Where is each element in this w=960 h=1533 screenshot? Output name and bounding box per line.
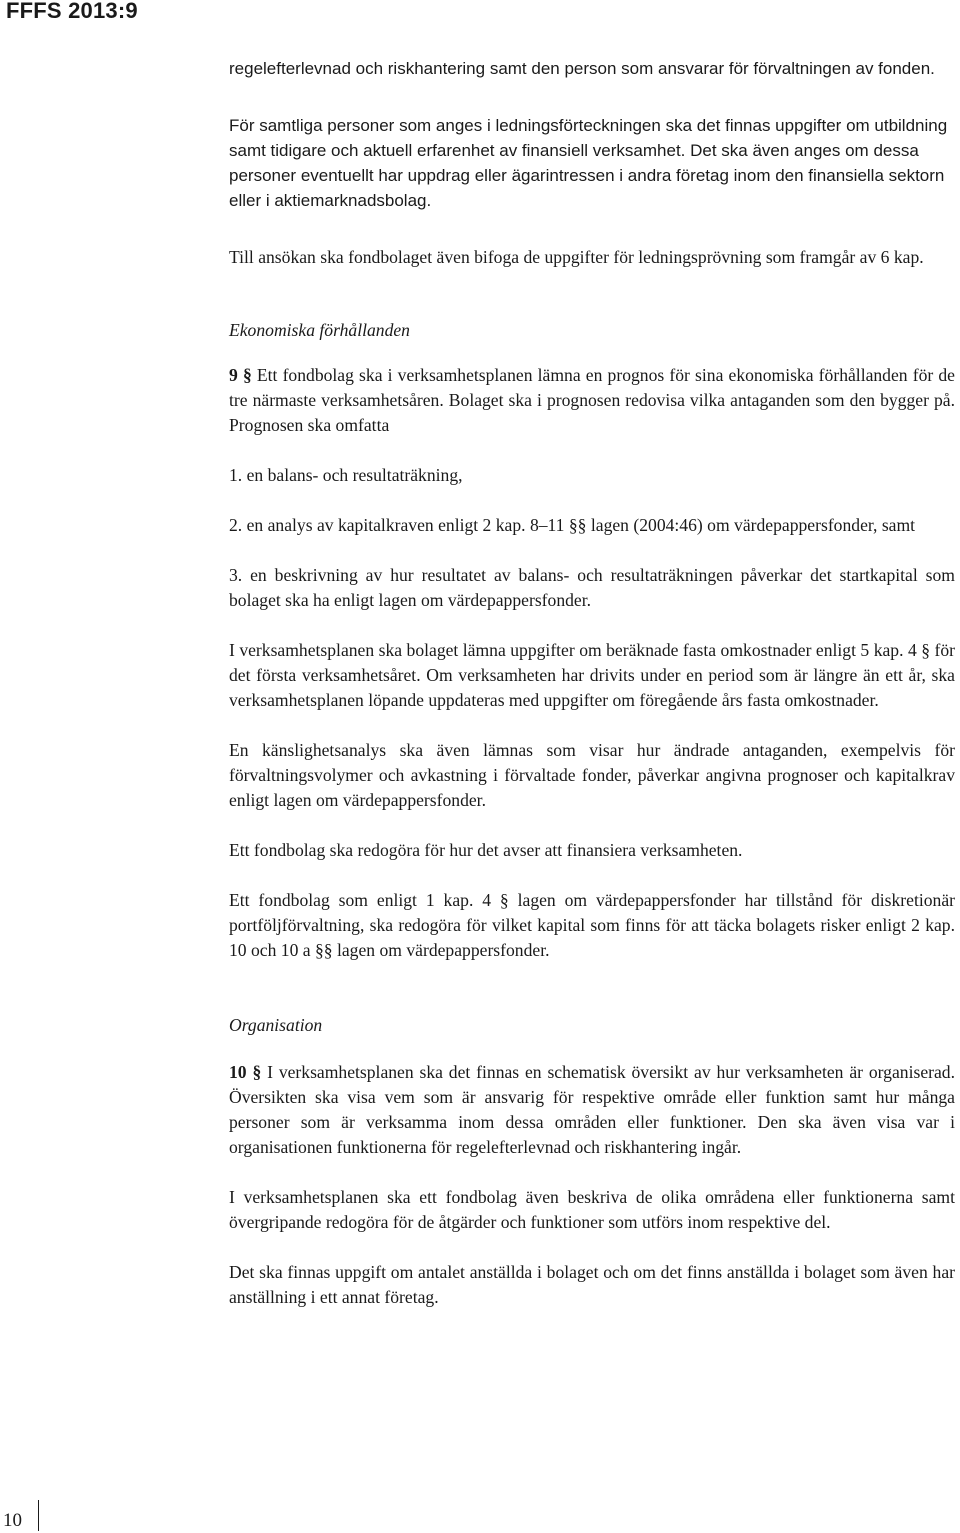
paragraph: I verksamhetsplanen ska bolaget lämna uppgifter om beräknade fasta omkostnader enligt 5 kap. 4 § för det första verksamhetsåret. Om verksamheten har drivits under en period som är längre än ett år, ska verksamhetsplanen löpande uppdateras med uppgifter om föregående års fasta omkostnader. <box>229 640 955 710</box>
section-heading: Organisation <box>229 1015 323 1035</box>
section-paragraph <box>229 363 955 438</box>
section-text: I verksamhetsplanen ska det finnas en schematisk översikt av hur verksamheten är organiserad. Översikten ska visa vem som är ansvarig för respektive område eller funktion samt hur många personer som är verksamma inom dessa områden eller funktioner. Den ska även visa var i organisationen funktionerna för regelefterlevnad och riskhantering ingår. <box>229 1062 955 1157</box>
paragraph: För samtliga personer som anges i ledningsförteckningen ska det finnas uppgifter om utbildning samt tidigare och aktuell erfarenhet av finansiell verksamhet. Det ska även anges om dessa personer eventuellt har uppdrag eller ägarintressen i andra företag inom den finansiella sektorn eller i aktiemarknadsbolag. <box>229 116 948 210</box>
document-id: FFFS 2013:9 <box>6 0 138 23</box>
list-item: 1. en balans- och resultaträkning, <box>229 465 463 485</box>
paragraph: regelefterlevnad och riskhantering samt den person som ansvarar för förvaltningen av fonden. <box>229 59 935 78</box>
list-item: 3. en beskrivning av hur resultatet av balans- och resultaträkningen påverkar det startkapital som bolaget ska ha enligt lagen om värdepappersfonder. <box>229 565 955 610</box>
paragraph: Ett fondbolag ska redogöra för hur det avser att finansiera verksamheten. <box>229 840 743 860</box>
page-number: 10 <box>3 1510 22 1531</box>
section-number: 10 § <box>229 1062 262 1082</box>
paragraph: Till ansökan ska fondbolaget även bifoga de uppgifter för ledningsprövning som framgår av 6 kap. <box>229 247 924 267</box>
paragraph: Ett fondbolag som enligt 1 kap. 4 § lagen om värdepappersfonder har tillstånd för diskretionär portföljförvaltning, ska redogöra för vilket kapital som finns för att täcka bolagets risker enligt 2 kap. 10 och 10 a §§ lagen om värdepappersfonder. <box>229 890 955 960</box>
section-number: 9 § <box>229 365 252 385</box>
list-item: 2. en analys av kapitalkraven enligt 2 kap. 8–11 §§ lagen (2004:46) om värdepappersfonder, samt <box>229 515 916 535</box>
section-text: Ett fondbolag ska i verksamhetsplanen lämna en prognos för sina ekonomiska förhållanden för de tre närmaste verksamhetsåren. Bolaget ska i prognosen redovisa vilka antaganden som den bygger på. Prognosen ska omfatta <box>229 365 955 435</box>
paragraph: I verksamhetsplanen ska ett fondbolag även beskriva de olika områdena eller funktionerna samt övergripande redogöra för de åtgärder och funktioner som utförs inom respektive del. <box>229 1187 955 1232</box>
section-paragraph <box>229 1060 955 1160</box>
page-margin-rule <box>38 1500 39 1531</box>
document-body <box>229 56 955 1310</box>
section-heading: Ekonomiska förhållanden <box>229 320 410 340</box>
paragraph: Det ska finnas uppgift om antalet anställda i bolaget och om det finns anställda i bolaget som även har anställning i ett annat företag. <box>229 1262 955 1307</box>
paragraph: En känslighetsanalys ska även lämnas som visar hur ändrade antaganden, exempelvis för förvaltningsvolymer och avkastning i förvaltade fonder, påverkar angivna prognoser och kapitalkrav enligt lagen om värdepappersfonder. <box>229 740 955 810</box>
